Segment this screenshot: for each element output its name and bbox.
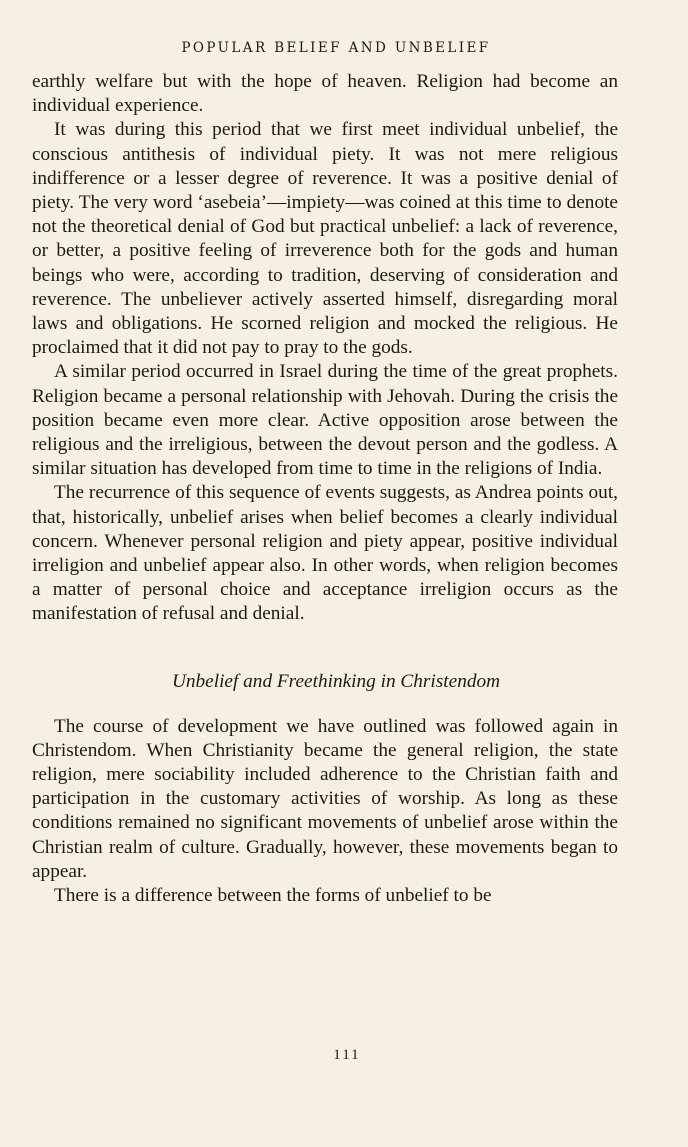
paragraph: A similar period occurred in Israel during the time of the great prophets. Religion became a personal relationship with Jehovah. During the crisis the position became even more clear. Active opposition arose between the religious and the irreligious, between the devout person and the godless. A similar situation has developed from time to time in the religions of India.	[32, 361, 618, 480]
paragraph-continued: earthly welfare but with the hope of heaven. Religion had become an individual experience.	[32, 71, 618, 117]
paragraph: It was during this period that we first meet individual unbelief, the conscious antithesis of individual piety. It was not mere religious indifference or a lesser degree of reverence. It was a positive denial of piety. The very word ‘asebeia’—impiety—was coined at this time to denote not the theoretical denial of God but practical unbelief: a lack of reverence, or better, a positive feeling of irreverence both for the gods and human beings who were, according to tradition, deserving of consideration and reverence. The unbeliever actively asserted himself, disregarding moral laws and obligations. He scorned religion and mocked the religious. He proclaimed that it did not pay to pray to the gods.	[32, 119, 618, 359]
paragraph: The course of development we have outlined was followed again in Christendom. When Christianity became the general religion, the state religion, mere sociability included adherence to the Christian faith and participation in the customary activities of worship. As long as these conditions remained no significant movements of unbelief arose within the Christian realm of culture. Gradually, however, these movements began to appear.	[32, 715, 618, 882]
body-text-before	[32, 70, 618, 627]
page-number: 111	[333, 1047, 361, 1063]
paragraph: The recurrence of this sequence of events suggests, as Andrea points out, that, historically, unbelief arises when belief becomes a clearly individual concern. Whenever personal religion and piety appear, positive individual irreligion and unbelief appear also. In other words, when religion becomes a matter of personal choice and acceptance irreligion occurs as the manifestation of refusal and denial.	[32, 482, 618, 625]
paragraph: There is a difference between the forms of unbelief to be	[54, 885, 492, 907]
running-head: POPULAR BELIEF AND UNBELIEF	[181, 40, 491, 56]
section-heading: Unbelief and Freethinking in Christendom	[171, 670, 501, 692]
body-text-after	[32, 715, 618, 909]
